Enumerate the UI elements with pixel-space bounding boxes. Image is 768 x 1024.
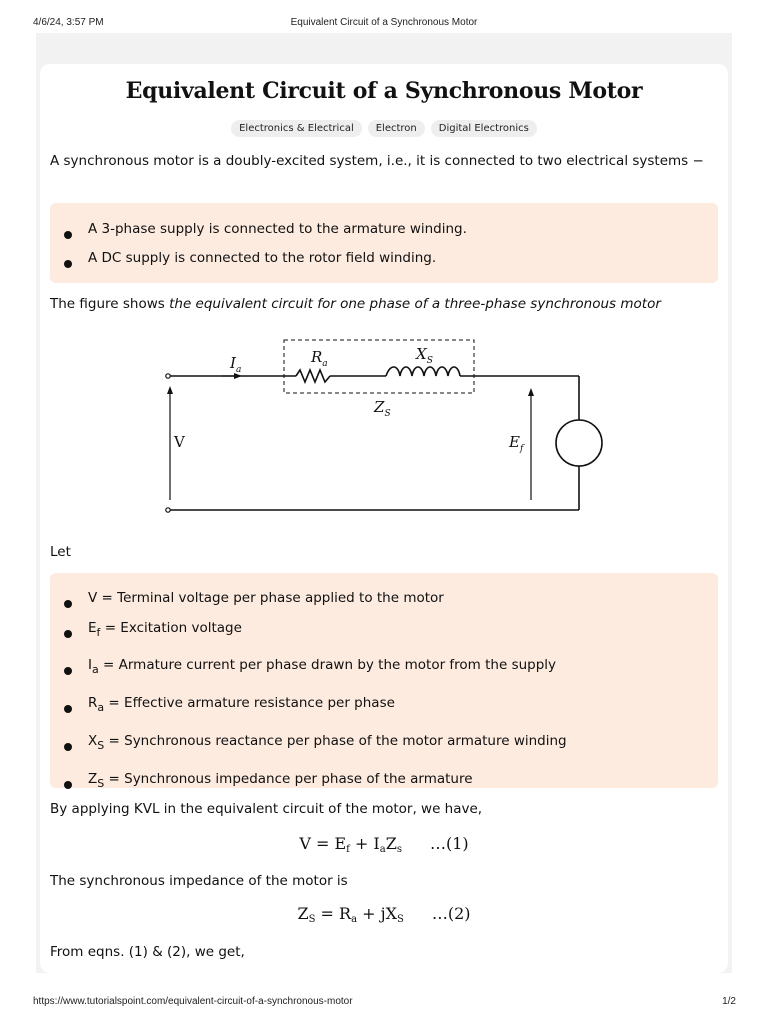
ef-label: $E_f$ (509, 433, 524, 454)
ra-label: $R_a$ (311, 348, 328, 369)
eq2-part: = R (315, 904, 352, 923)
ef-arrow-head (528, 388, 534, 396)
page-title: Equivalent Circuit of a Synchronous Motor (125, 78, 643, 104)
intro-paragraph: A synchronous motor is a doubly-excited system, i.e., it is connected to two electrical systems − (50, 153, 704, 169)
v-label: V (174, 433, 185, 451)
symbol: Z (88, 771, 98, 787)
list-item (50, 768, 718, 795)
symbol: R (88, 695, 98, 711)
bullet-icon (64, 231, 72, 239)
symbol-sub: f (96, 626, 101, 639)
list-item (50, 218, 718, 240)
symbol-sub: S (97, 739, 105, 752)
print-footer (0, 990, 768, 1024)
symbol-sub: S (97, 777, 105, 790)
bullet-icon (64, 667, 72, 675)
list-item (50, 617, 718, 644)
equation-1 (0, 834, 768, 855)
eq1-sub: a (379, 844, 386, 855)
eq2-part: + jX (357, 904, 397, 923)
list-item (50, 587, 718, 609)
list-item (50, 247, 718, 269)
kvl-paragraph: By applying KVL in the equivalent circuit of the motor, we have, (50, 801, 483, 817)
tag-list (40, 120, 728, 137)
eq1-part: V = E (299, 834, 347, 853)
print-url: https://www.tutorialspoint.com/equivalent-circuit-of-a-synchronous-motor (33, 996, 353, 1007)
symbol: V (88, 590, 98, 606)
list-item-text: A DC supply is connected to the rotor field winding. (88, 250, 437, 266)
terminal-bottom (166, 508, 170, 512)
symbol-desc: = Synchronous reactance per phase of the motor armature winding (104, 733, 567, 749)
list-item (50, 654, 718, 681)
symbol: E (88, 620, 97, 636)
eq1-sub: s (396, 844, 402, 855)
symbol-desc: = Terminal voltage per phase applied to the motor (97, 590, 444, 606)
bullet-icon (64, 260, 72, 268)
ac-source (556, 420, 602, 466)
bullet-icon (64, 630, 72, 638)
resistor-ra (296, 370, 330, 382)
list-item (50, 692, 718, 719)
list-item (50, 730, 718, 757)
symbol: I (88, 657, 92, 673)
let-text: Let (50, 544, 71, 560)
symbol-desc: = Effective armature resistance per phase (104, 695, 395, 711)
figure-intro-plain: The figure shows (50, 296, 170, 312)
symbol-sub: a (91, 663, 99, 676)
zs-label: $Z_S$ (374, 398, 391, 419)
eq2-sub: S (308, 914, 316, 925)
symbol: X (88, 733, 98, 749)
eq1-ref: …(1) (429, 834, 469, 853)
bullet-icon (64, 705, 72, 713)
tag-electronics-electrical[interactable]: Electronics & Electrical (231, 120, 362, 137)
symbol-desc: = Synchronous impedance per phase of the armature (104, 771, 473, 787)
print-header (0, 0, 768, 32)
from-eqns-paragraph: From eqns. (1) & (2), we get, (50, 944, 245, 960)
xs-label: $X_S$ (416, 345, 433, 366)
eq1-part: + I (349, 834, 380, 853)
print-datetime: 4/6/24, 3:57 PM (33, 17, 104, 28)
tag-electron[interactable]: Electron (368, 120, 425, 137)
figure-intro (50, 293, 718, 315)
symbols-list (50, 573, 718, 795)
supply-list (50, 203, 718, 269)
equation-2 (0, 904, 768, 925)
impedance-paragraph: The synchronous impedance of the motor is (50, 873, 348, 889)
eq2-sub: S (396, 914, 404, 925)
print-page-number: 1/2 (722, 996, 736, 1007)
v-arrow-head (167, 386, 173, 394)
eq1-part: Z (385, 834, 397, 853)
terminal-top (166, 374, 170, 378)
symbols-list-box (50, 573, 718, 788)
bullet-icon (64, 600, 72, 608)
tag-digital-electronics[interactable]: Digital Electronics (431, 120, 537, 137)
bullet-icon (64, 743, 72, 751)
eq2-part: Z (297, 904, 309, 923)
figure-intro-italic: the equivalent circuit for one phase of a three-phase synchronous motor (169, 296, 661, 312)
symbol-desc: = Excitation voltage (100, 620, 242, 636)
list-item-text: A 3-phase supply is connected to the armature winding. (88, 221, 467, 237)
equivalent-circuit-diagram (150, 330, 620, 530)
symbol-desc: = Armature current per phase drawn by the motor from the supply (98, 657, 557, 673)
supply-list-box (50, 203, 718, 283)
print-title: Equivalent Circuit of a Synchronous Motor (290, 17, 478, 28)
ia-label: $I_a$ (230, 354, 242, 375)
inductor-xs (386, 367, 460, 376)
eq2-ref: …(2) (431, 904, 471, 923)
eq1-sub: f (346, 844, 350, 855)
eq2-sub: a (351, 914, 358, 925)
bullet-icon (64, 781, 72, 789)
symbol-sub: a (97, 701, 105, 714)
